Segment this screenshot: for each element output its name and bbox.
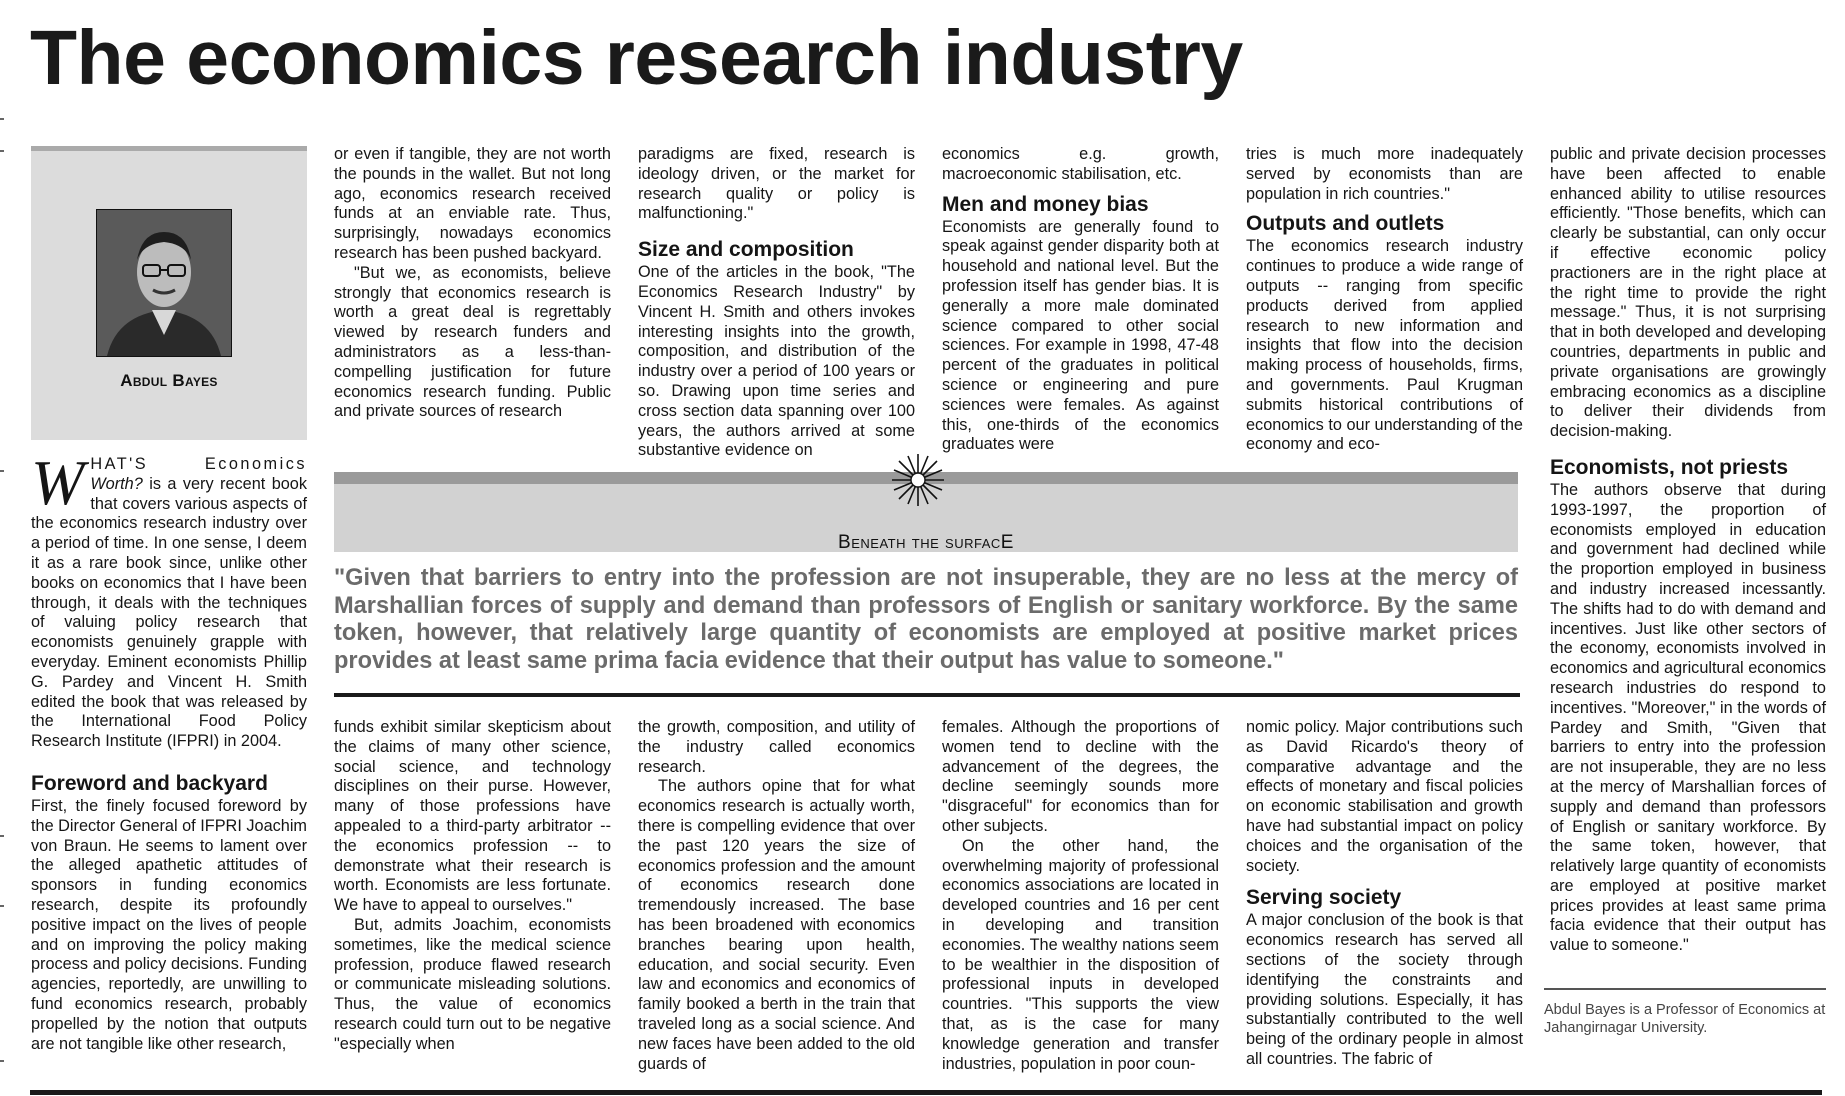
paragraph: One of the articles in the book, "The Economics Research Industry" by Vincent H. Smith and others invokes interesting insights into the growth, composition, and distribution of the industry over a period of 100 years or so. Drawing upon time series and cross section data spanning over 100 years, the authors arrived at some substantive evidence on bbox=[638, 263, 915, 460]
paragraph: "But we, as economists, believe strongly that economics research is worth a great deal is regrettably viewed by research funders and administrators as a less-than-compelling justification for future economics research funding. Public and private sources of research bbox=[334, 263, 611, 421]
margin-tick bbox=[0, 835, 4, 837]
drop-cap: W bbox=[31, 447, 85, 518]
bottom-rule bbox=[30, 1090, 1822, 1095]
margin-tick bbox=[0, 118, 4, 120]
bio-divider bbox=[1544, 988, 1826, 990]
author-name: Abdul Bayes bbox=[120, 371, 218, 390]
paragraph: A major conclusion of the book is that economics research has served all sections of the society through identifying the constraints and providing solutions. Especially, it has substantially contributed to the well being of the ordinary people in almost all countries. The fabric of bbox=[1246, 911, 1523, 1068]
subhead-men-money: Men and money bias bbox=[942, 192, 1149, 216]
headline: The economics research industry bbox=[30, 15, 1243, 101]
paragraph: The authors observe that during 1993-1997, the proportion of economists employed in education and government had declined while the proportion employed in business and industry increased incessantly. The shifts had to do with demand and incentives. Just like other sectors of the economy, economists involved in economics and agricultural economics research industries do respond to incentives. "Moreover," in the words of Pardey and Smith, "Given that barriers to entry into the profession are not insuperable, they are no less at the mercy of Marshallian forces of supply and demand than professors of English or sanitary workforce. By the same token, however, that relatively large quantity of economists are employed at positive market prices provides at least same prima facia evidence that their output has value to someone." bbox=[1550, 480, 1827, 955]
author-bio: Abdul Bayes is a Professor of Economics at Jahangirnagar University. bbox=[1544, 1002, 1826, 1036]
column-5-bottom bbox=[1246, 718, 1523, 1070]
subhead-size-composition: Size and composition bbox=[638, 238, 854, 262]
column-1 bbox=[31, 447, 307, 1054]
feature-label: Beneath the surfacE bbox=[838, 532, 1014, 553]
starburst-icon bbox=[890, 452, 946, 508]
paragraph: public and private decision processes have been affected to enable enhanced ability to utilise resources efficiently. "Those benefits, which can clearly be substantial, can only occur if effective economic policy practioners are in the right place at the right time to provide the right message." Thus, it is not surprising that in both developed and developing countries, departments in public and private organisations are growingly embracing economics as a discipline to deliver their dividends from decision-making. bbox=[1550, 145, 1826, 441]
column-2-top bbox=[334, 145, 611, 422]
column-5-top bbox=[1246, 145, 1523, 455]
lead-paragraph bbox=[31, 447, 307, 752]
paragraph: But, admits Joachim, economists sometimes, like the medical science profession, produce flawed research or communicate misleading solutions. Thus, the value of economics research could turn out to be negative "especially when bbox=[334, 915, 611, 1053]
subhead-outputs-outlets: Outputs and outlets bbox=[1246, 212, 1445, 236]
author-box bbox=[31, 146, 307, 440]
paragraph: the growth, composition, and utility of the industry called economics research. bbox=[638, 718, 915, 776]
lead-text: is a very recent book that covers various aspects of the economics research industry over a period of time. In one sense, I deem it as a rare book since, unlike other books on economics that I have been through, it deals with the techniques of valuing policy research that economists genuinely grapple with everyday. Eminent economists Phillip G. Pardey and Vincent H. Smith edited the book that was released by the International Food Policy Research Institute (IFPRI) in 2004. bbox=[31, 474, 307, 751]
author-portrait-icon bbox=[97, 210, 231, 356]
paragraph: tries is much more inadequately served by economists than are population in rich countries." bbox=[1246, 145, 1523, 203]
paragraph: funds exhibit similar skepticism about the claims of many other science, social science, and technology disciplines on their purse. However, many of those professions have appealed to a third-party arbitrator -- the economics profession -- to demonstrate what their research is worth. Economists are less fortunate. We have to appeal to ourselves." bbox=[334, 718, 611, 915]
subhead-serving-society: Serving society bbox=[1246, 886, 1402, 910]
paragraph: Economists are generally found to speak against gender disparity both at household and national level. But the profession itself has gender bias. It is generally a more male dominated science compared to other social sciences. For example in 1998, 47-48 percent of the graduates in political science or engineering and pure sciences were females. As against this, one-thirds of the economics graduates were bbox=[942, 217, 1219, 454]
subhead-economists-priests: Economists, not priests bbox=[1550, 455, 1789, 479]
paragraph: nomic policy. Major contributions such as David Ricardo's theory of comparative advantage and the effects of monetary and fiscal policies on economic stabilisation and growth have had substantial impact on policy choices and the organisation of the society. bbox=[1246, 718, 1523, 875]
paragraph: females. Although the proportions of women tend to decline with the advancement of the degrees, the decline seemingly sounds more "disgraceful" for economics than for other subjects. bbox=[942, 718, 1219, 835]
margin-tick bbox=[0, 150, 4, 152]
pull-quote: "Given that barriers to entry into the profession are not insuperable, they are no less at the mercy of Marshallian forces of supply and demand than professors of English or sanitary workforce. By the same token, however, that relatively large quantity of economists are employed at positive market prices provides at least same prima facia evidence that their output has value to someone." bbox=[334, 565, 1518, 674]
book-title: Worth? bbox=[90, 474, 143, 493]
paragraph: or even if tangible, they are not worth the pounds in the wallet. But not long ago, economics research received funds at an enviable rate. Thus, surprisingly, nowadays economics research has been pushed backyard. bbox=[334, 145, 611, 262]
paragraph: The economics research industry continues to produce a wide range of outputs -- ranging from specific products derived from applied research to new information and insights that flow into the decision making process of households, firms, and governments. Paul Krugman submits historical contributions of economics to our understanding of the economy and eco- bbox=[1246, 237, 1523, 454]
paragraph: The authors opine that for what economics research is actually worth, there is compelling evidence that over the past 120 years the size of economics profession and the amount of economics research done tremendously increased. The base has been broadened with economics branches bearing upon health, education, and social security. Even law and economics and economics of family booked a berth in the train that traveled long as a social science. And new faces have been added to the old guards of bbox=[638, 777, 915, 1073]
paragraph: First, the finely focused foreword by the Director General of IFPRI Joachim von Braun. He seems to lament over the alleged apathetic attitudes of sponsors in funding economics research, despite its profoundly positive impact on the lives of people and on improving the policy making process and policy decisions. Funding agencies, reportedly, are unwilling to fund economics research, probably propelled by the notion that outputs are not tangible like other research, bbox=[31, 796, 307, 1053]
paragraph: On the other hand, the overwhelming majority of professional economics associations are located in developed countries and 16 per cent in developing and transition economies. The wealthy nations seem to be wealthier in the disposition of professional inputs in developed countries. "This supports the view that, as is the case for many knowledge generation and transfer industries, population in poor coun- bbox=[942, 836, 1219, 1073]
margin-tick bbox=[0, 905, 4, 907]
author-photo bbox=[96, 209, 232, 357]
column-2-bottom bbox=[334, 718, 611, 1055]
section-divider bbox=[334, 693, 1520, 697]
lead-caps: HAT'S Economics bbox=[90, 455, 307, 473]
column-4-bottom bbox=[942, 718, 1219, 1074]
column-4-top bbox=[942, 145, 1219, 455]
column-3-top bbox=[638, 145, 915, 461]
column-3-bottom bbox=[638, 718, 915, 1074]
column-6 bbox=[1550, 145, 1826, 956]
margin-tick bbox=[0, 470, 4, 472]
paragraph: economics e.g. growth, macroeconomic stabilisation, etc. bbox=[942, 145, 1219, 183]
paragraph: paradigms are fixed, research is ideology driven, or the market for research quality or policy is malfunctioning." bbox=[638, 145, 915, 223]
margin-tick bbox=[0, 1060, 4, 1062]
subhead-foreword: Foreword and backyard bbox=[31, 771, 268, 795]
